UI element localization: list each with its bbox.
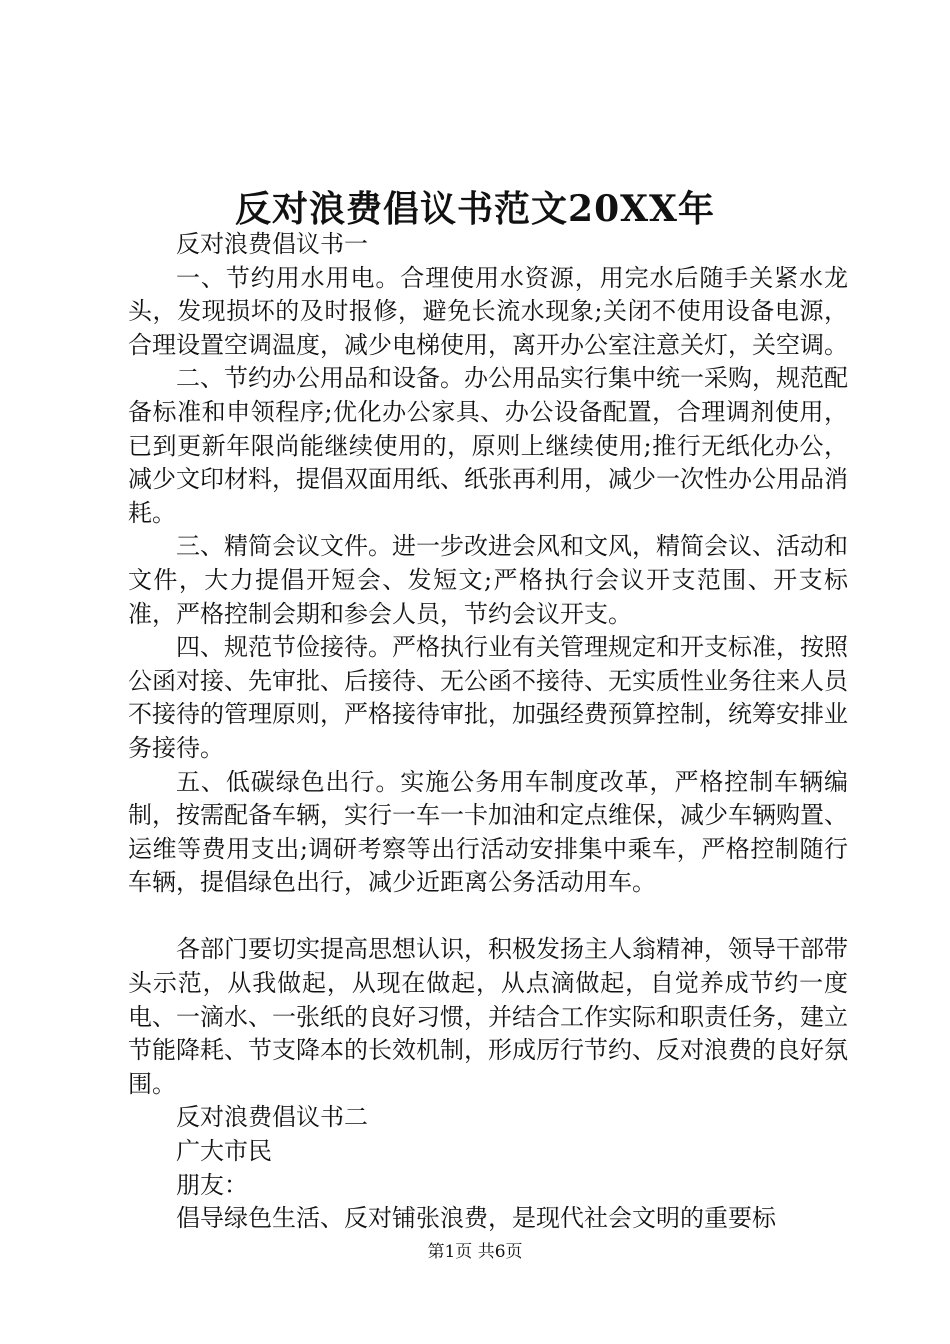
paragraph-item-4: 四、规范节俭接待。严格执行业有关管理规定和开支标准，按照公函对接、先审批、后接待、无公函不接待、无实质性业务往来人员不接待的管理原则，严格接待审批，加强经费预算控制，统筹安排业务接待。 [128,633,848,762]
paragraph-salutation-2: 朋友： [176,1170,248,1199]
paragraph-heading-2: 反对浪费倡议书二 [176,1103,368,1132]
paragraph-intro: 倡导绿色生活、反对铺张浪费，是现代社会文明的重要标 [176,1204,776,1233]
document-title: 反对浪费倡议书范文20XX年 [235,188,715,230]
paragraph-spacer [128,900,848,934]
paragraph-salutation-1: 广大市民 [176,1137,272,1166]
paragraph-item-2: 二、节约办公用品和设备。办公用品实行集中统一采购，规范配备标准和申领程序;优化办公家具、办公设备配置，合理调剂使用，已到更新年限尚能继续使用的，原则上继续使用;推行无纸化办公，减少文印材料，提倡双面用纸、纸张再利用，减少一次性办公用品消耗。 [128,364,848,527]
paragraph-summary: 各部门要切实提高思想认识，积极发扬主人翁精神，领导干部带头示范，从我做起，从现在做起，从点滴做起，自觉养成节约一度电、一滴水、一张纸的良好习惯，并结合工作实际和职责任务，建立节能降耗、节支降本的长效机制，形成厉行节约、反对浪费的良好氛围。 [128,935,848,1098]
page-number-footer: 第1页 共6页 [427,1242,523,1262]
document-body [128,228,848,1236]
paragraph-item-5: 五、低碳绿色出行。实施公务用车制度改革，严格控制车辆编制，按需配备车辆，实行一车一卡加油和定点维保，减少车辆购置、运维等费用支出;调研考察等出行活动安排集中乘车，严格控制随行车辆，提倡绿色出行，减少近距离公务活动用车。 [128,767,848,897]
paragraph-item-1: 一、节约用水用电。合理使用水资源，用完水后随手关紧水龙头，发现损坏的及时报修，避免长流水现象;关闭不使用设备电源，合理设置空调温度，减少电梯使用，离开办公室注意关灯，关空调。 [128,263,848,359]
paragraph-item-3: 三、精简会议文件。进一步改进会风和文风，精简会议、活动和文件，大力提倡开短会、发短文;严格执行会议开支范围、开支标准，严格控制会期和参会人员，节约会议开支。 [128,532,848,628]
paragraph-heading-1: 反对浪费倡议书一 [176,230,368,258]
